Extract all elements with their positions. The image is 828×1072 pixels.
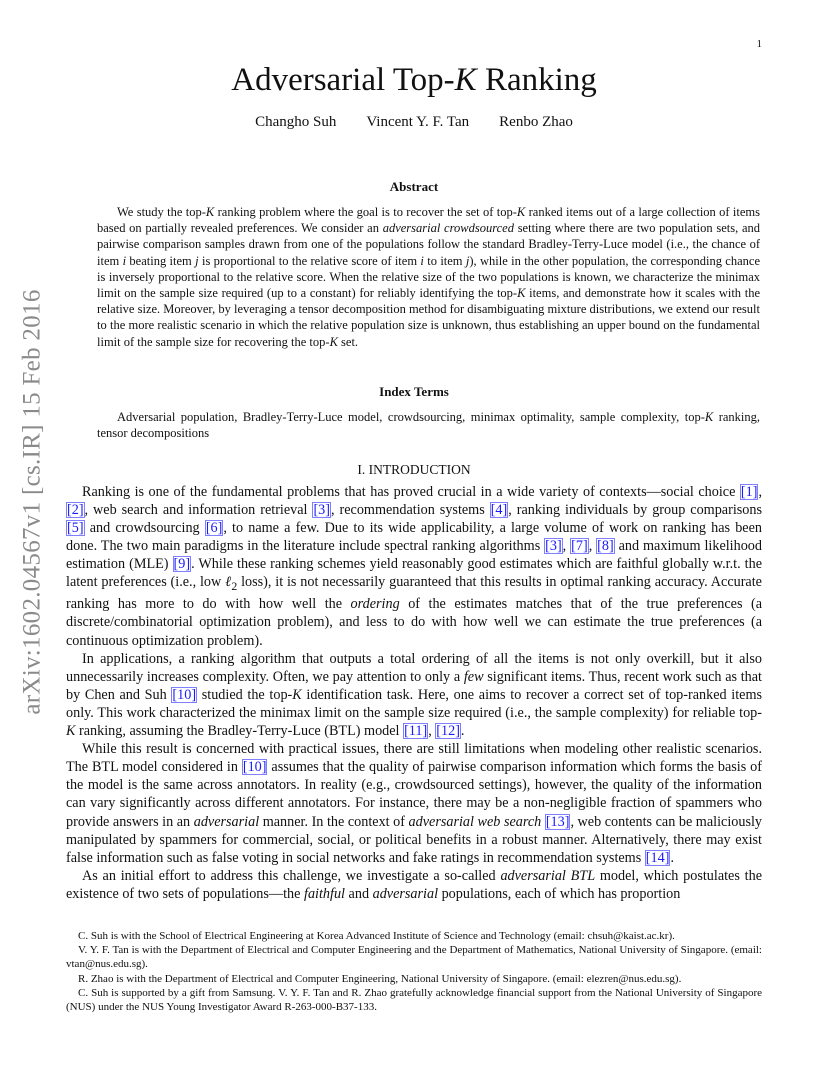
citation-link[interactable]: [4] xyxy=(490,502,508,519)
section-heading-introduction xyxy=(0,462,828,478)
author-name: Renbo Zhao xyxy=(499,114,573,130)
math-symbol: K xyxy=(454,62,477,98)
abstract-body: We study the top-K ranking problem where the goal is to recover the set of top-K ranked items out of a large collection of items based on partially revealed preferences. We consider an adversarial crowdsourced setting where there are two population sets, and pairwise comparison samples drawn from one of the populations follow the standard Bradley-Terry-Luce model (i.e., the chance of item i beating item j is proportional to the relative score of item i to item j), while in the other population, the corresponding chance is inversely proportional to the relative score. When the relative size of the two populations is known, we characterize the minimax limit on the sample size required (up to a constant) for reliably identifying the top-K items, and demonstrate how it scales with the relative size. Moreover, by leveraging a tensor decomposition method for disambiguating mixture distributions, we extend our result to the more realistic scenario in which the relative population size is unknown, thus establishing an upper bound on the fundamental limit of the sample size for recovering the top-K set. xyxy=(97,205,760,349)
section-heading-text: I. INTRODUCTION xyxy=(357,462,471,477)
abstract-heading: Abstract xyxy=(389,179,439,194)
math-symbol: K xyxy=(205,205,215,219)
math-symbol: j xyxy=(465,253,470,268)
math-symbol: ℓ xyxy=(225,574,232,591)
math-symbol: adversarial web search xyxy=(408,813,542,830)
index-terms-heading: Index Terms xyxy=(379,384,449,399)
citation-link[interactable]: [10] xyxy=(242,759,267,776)
math-symbol: i xyxy=(420,253,424,268)
math-symbol: 2 xyxy=(231,579,238,594)
author-name: Vincent Y. F. Tan xyxy=(366,114,470,130)
citation-link[interactable]: [2] xyxy=(67,502,84,519)
body-paragraph: Ranking is one of the fundamental problems that has proved crucial in a wide variety of contexts—social choice [1], [2], web search and information retrieval [3], recommendation systems [4], ranking individuals by group comparisons [5] and crowdsourcing [6], to name a few. Due to its wide applicability, a large volume of work on ranking has been done. The two main paradigms in the literature include spectral ranking algorithms [3], [7], [8] and maximum likelihood estimation (MLE) [9]. While these ranking schemes yield reasonably good estimates which are faithful globally w.r.t. the latent preferences (i.e., low ℓ$_2$ loss), it is not necessarily guaranteed that this results in optimal ranking accuracy. Accurate ranking has more to do with how well the ordering of the estimates matches that of the true preferences (a discrete/combinatorial optimization problem), and less to do with how well we can estimate the true preferences (a continuous optimization problem). xyxy=(66,484,762,649)
introduction-body xyxy=(66,483,762,903)
citation-link[interactable]: [3] xyxy=(313,502,330,519)
math-symbol: K xyxy=(329,334,338,349)
arxiv-identifier-stamp xyxy=(18,268,48,736)
citation-link[interactable]: [10] xyxy=(172,686,197,703)
footnote: C. Suh is with the School of Electrical Engineering at Korea Advanced Institute of Science and Technology (email: chsuh@kaist.ac.kr). xyxy=(78,930,675,942)
footnotes xyxy=(66,929,762,1014)
body-paragraph: As an initial effort to address this challenge, we investigate a so-called adversarial BTL model, which postulates the existence of two sets of populations—the faithful and adversarial populations, each of which has proportion xyxy=(66,867,762,902)
citation-link[interactable]: [6] xyxy=(205,520,223,537)
math-symbol: K xyxy=(704,410,714,424)
math-symbol: i xyxy=(122,253,127,268)
math-symbol: ordering xyxy=(350,596,400,613)
math-symbol: K xyxy=(66,723,76,740)
footnote: C. Suh is supported by a gift from Samsung. V. Y. F. Tan and R. Zhao gratefully acknowledge financial support from the National University of Singapore (NUS) under the NUS Young Investigator Award R-263-000-B37-133. xyxy=(66,986,762,1014)
math-symbol: adversarial crowdsourced xyxy=(382,221,514,236)
body-paragraph: While this result is concerned with practical issues, there are still limitations when modeling other realistic scenarios. The BTL model considered in [10] assumes that the quality of pairwise comparison information which forms the basis of the model is the same across annotators. In reality (e.g., crowdsourced settings), however, the quality of the information can vary significantly across different annotators. For instance, there may be a non-negligible fraction of spammers who provide answers in an adversarial manner. In the context of adversarial web search [13], web contents can be maliciously manipulated by spammers for commercial, social, or political benefits in a robust manner. Alternatively, there may exist false information such as false voting in social networks and fake ratings in recommendation systems [14]. xyxy=(66,741,762,866)
author-name: Changho Suh xyxy=(255,114,337,130)
citation-link[interactable]: [14] xyxy=(645,849,670,866)
paper-title xyxy=(0,62,828,99)
body-paragraph: In applications, a ranking algorithm that outputs a total ordering of all the items is not only overkill, but it also unnecessarily increases complexity. Often, we pay attention to only a few significant items. Thus, recent work such as that by Chen and Suh [10] studied the top-K identification task. Here, one aims to recover a correct set of top-ranked items only. This work characterized the minimax limit on the sample size required (i.e., the sample complexity) for reliable top-K ranking, assuming the Bradley-Terry-Luce (BTL) model [11], [12]. xyxy=(66,650,763,740)
citation-link[interactable]: [9] xyxy=(173,556,191,573)
math-symbol: K xyxy=(516,205,526,219)
citation-link[interactable]: [5] xyxy=(67,520,84,537)
math-symbol: adversarial BTL xyxy=(500,867,596,884)
math-symbol: adversarial xyxy=(372,885,439,902)
arxiv-stamp-text: arXiv:1602.04567v1 [cs.IR] 15 Feb 2016 xyxy=(19,289,46,715)
citation-link[interactable]: [1] xyxy=(740,484,758,500)
math-symbol: few xyxy=(463,668,484,685)
author-list xyxy=(0,114,828,131)
math-symbol: K xyxy=(292,686,302,703)
citation-link[interactable]: [11] xyxy=(404,723,428,740)
page-number: 1 xyxy=(756,38,762,50)
math-symbol: faithful xyxy=(304,885,345,902)
index-terms-body: Adversarial population, Bradley-Terry-Luce model, crowdsourcing, minimax optimality, sample complexity, top-K ranking, tensor decompositions xyxy=(97,410,761,441)
title-text: Adversarial Top-K Ranking xyxy=(231,62,597,98)
math-symbol: adversarial xyxy=(193,813,260,830)
citation-link[interactable]: [12] xyxy=(436,723,460,740)
footnote: R. Zhao is with the Department of Electrical and Computer Engineering, National University of Singapore. (email: elezren@nus.edu.sg). xyxy=(78,972,682,985)
math-symbol: K xyxy=(517,286,526,301)
citation-link[interactable]: [3] xyxy=(545,538,562,555)
citation-link[interactable]: [8] xyxy=(597,538,614,555)
footnote: V. Y. F. Tan is with the Department of Electrical and Computer Engineering and the Department of Mathematics, National University of Singapore. (email: vtan@nus.edu.sg). xyxy=(66,944,762,971)
math-symbol: j xyxy=(195,253,199,268)
citation-link[interactable]: [13] xyxy=(545,813,570,830)
citation-link[interactable]: [7] xyxy=(571,538,588,555)
